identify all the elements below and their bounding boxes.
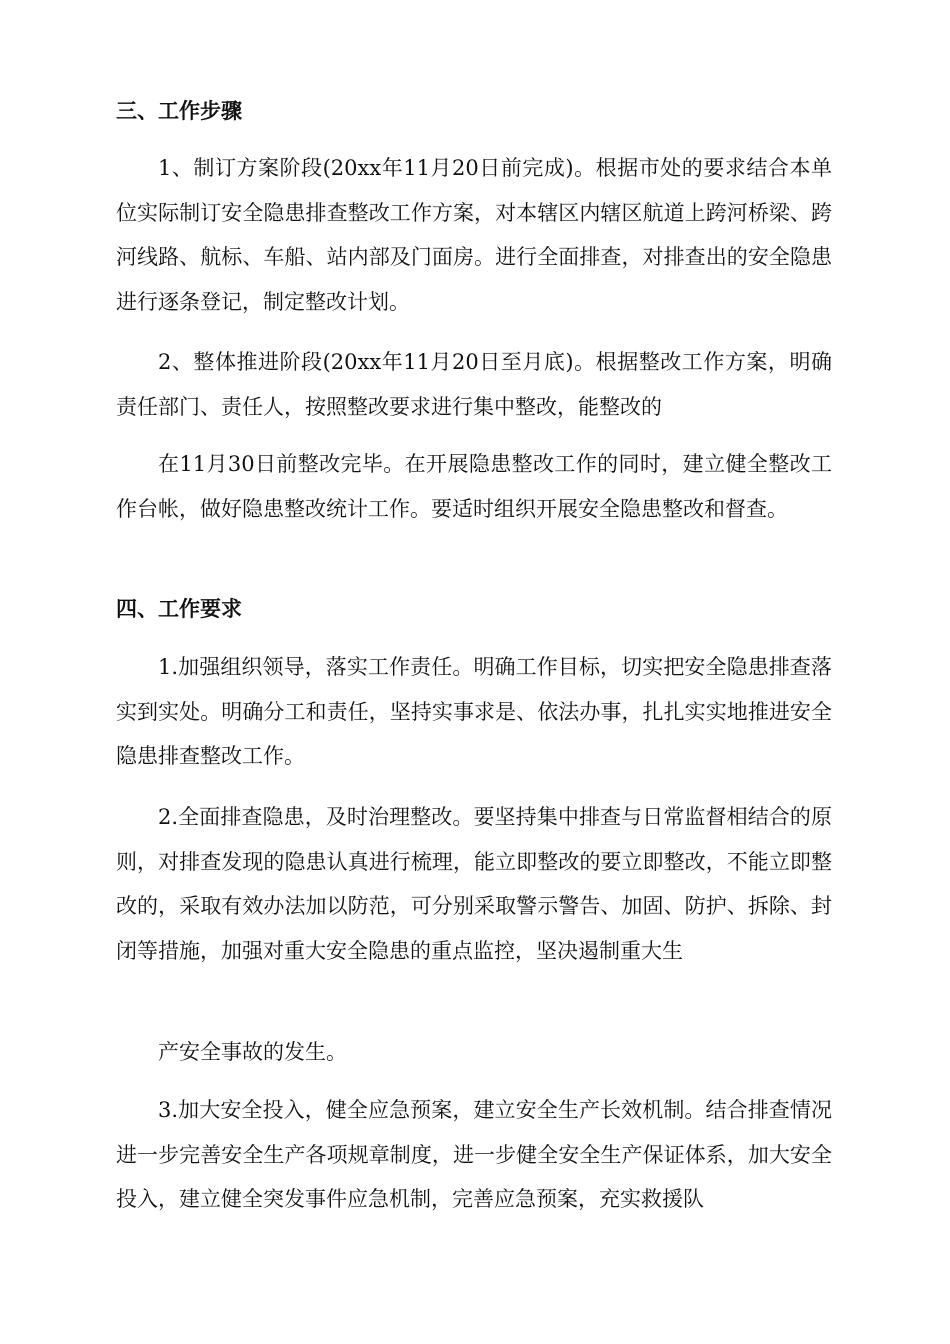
paragraph-requirement-2: 2.全面排查隐患，及时治理整改。要坚持集中排查与日常监督相结合的原则，对排查发现的隐患认真进行梳理，能立即整改的要立即整改，不能立即整改的，采取有效办法加以防范，可分别采取警示警告、加固、防护、拆除、封闭等措施，加强对重大安全隐患的重点监控，坚决遏制重大生 (116, 805, 832, 963)
section-heading-3: 三、工作步骤 (116, 98, 242, 123)
paragraph-step-2: 2、整体推进阶段(20xx年11月20日至月底)。根据整改工作方案，明确责任部门、责任人，按照整改要求进行集中整改，能整改的 (116, 350, 832, 419)
paragraph-step-2-continued: 在11月30日前整改完毕。在开展隐患整改工作的同时，建立健全整改工作台帐，做好隐患整改统计工作。要适时组织开展安全隐患整改和督查。 (116, 452, 832, 521)
paragraph-step-1: 1、制订方案阶段(20xx年11月20日前完成)。根据市处的要求结合本单位实际制订安全隐患排查整改工作方案，对本辖区内辖区航道上跨河桥梁、跨河线路、航标、车船、站内部及门面房。进行全面排查，对排查出的安全隐患进行逐条登记，制定整改计划。 (116, 156, 832, 314)
paragraph-requirement-2-continued: 产安全事故的发生。 (158, 1040, 347, 1064)
paragraph-requirement-3: 3.加大安全投入，健全应急预案，建立安全生产长效机制。结合排查情况进一步完善安全生产各项规章制度，进一步健全安全生产保证体系，加大安全投入，建立健全突发事件应急机制，完善应急预案，充实救援队 (116, 1098, 832, 1211)
paragraph-requirement-1: 1.加强组织领导，落实工作责任。明确工作目标，切实把安全隐患排查落实到实处。明确分工和责任，坚持实事求是、依法办事，扎扎实实地推进安全隐患排查整改工作。 (116, 655, 832, 768)
section-heading-4: 四、工作要求 (116, 596, 242, 621)
